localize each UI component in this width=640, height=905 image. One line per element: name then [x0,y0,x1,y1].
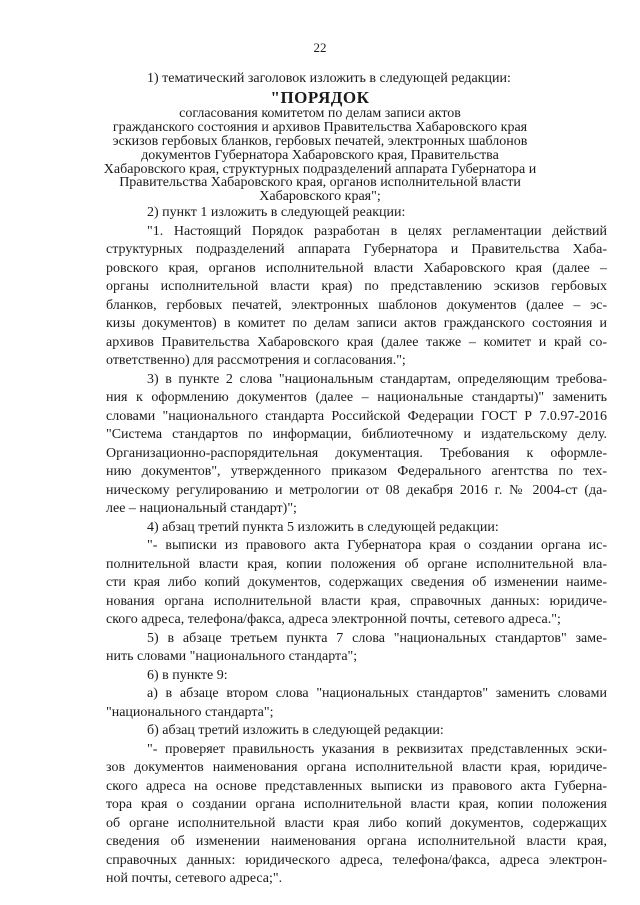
page-number: 22 [313,40,327,55]
paragraph-line: ническому регулированию и метрологии от 08 декабря 2016 г. № 2004-ст (да- [106,483,607,498]
paragraph-line: бланков, гербовых печатей, электронных шаблонов документов (далее – эс- [106,298,607,313]
heading-line: гражданского состояния и архивов Правительства Хабаровского края [112,120,528,135]
paragraph-line: об органе исполнительной власти края либо копий документов, содержащих [106,816,607,831]
heading-line: Хабаровского края, структурных подразделений аппарата Губернатора и [103,162,537,177]
paragraph-line: словами "национального стандарта Российской Федерации ГОСТ Р 7.0.97-2016 [106,409,607,424]
heading-line: эскизов гербовых бланков, гербовых печатей, электронных шаблонов [112,134,528,149]
paragraph-line: нить словами "национального стандарта"; [106,649,358,664]
item6-sub-b-intro: б) абзац третий изложить в следующей редакции: [147,723,444,738]
heading-line: Правительства Хабаровского края, органов исполнительной власти [119,175,521,190]
paragraph-line: тора края о создании органа исполнительной власти края, копии положения [106,797,607,812]
paragraph-line: "- проверяет правильность указания в реквизитах представленных эски- [147,742,607,757]
paragraph-line: ского адреса, телефона/факса, адреса электронной почты, сетевого адреса."; [106,612,561,627]
paragraph-line: ского адреса на основе представленных выписки из правового акта Губерна- [106,779,607,794]
paragraph-line: ной почты, сетевого адреса;". [106,871,283,886]
paragraph-line: сти края либо копий документов, содержащих сведения об изменении наиме- [106,575,607,590]
paragraph-line: полнительной власти края, копии положения об органе исполнительной вла- [106,557,607,572]
paragraph-line: "- выписки из правового акта Губернатора края о создании органа ис- [147,538,607,553]
heading-line: документов Губернатора Хабаровского края, Правительства [141,148,499,163]
paragraph-line: органы исполнительной власти края) по представлению эскизов гербовых [106,279,607,294]
paragraph-line: структурных подразделений аппарата Губернатора и Правительства Хаба- [106,242,607,257]
item6-intro: 6) в пункте 9: [147,668,228,683]
item1-intro: 1) тематический заголовок изложить в следующей редакции: [147,71,511,86]
paragraph-line: 5) в абзаце третьем пункта 7 слова "национальных стандартов" заме- [147,631,607,646]
paragraph-line: нию документов", утвержденного приказом Федерального агентства по тех- [106,464,607,479]
paragraph-line: ния к оформлению документов (далее – национальные стандарты)" заменить [106,390,607,405]
paragraph-line: сведения об изменении наименования органа исполнительной власти края, [106,834,607,849]
heading-line: Хабаровского края"; [259,189,381,204]
paragraph-line: ровского края, органов исполнительной власти Хабаровского края (далее – [106,261,607,276]
paragraph-line: нования органа исполнительной власти края, справочных данных: юридиче- [106,594,607,609]
item4-intro: 4) абзац третий пункта 5 изложить в следующей редакции: [147,520,499,535]
paragraph-line: Организационно-распорядительная документация. Требования к оформле- [106,446,607,461]
paragraph-line: "Система стандартов по информации, библиотечному и издательскому делу. [106,427,607,442]
paragraph-line: лее – национальный стандарт)"; [106,501,297,516]
item2-intro: 2) пункт 1 изложить в следующей реакции: [147,205,406,220]
paragraph-line: кизы документов) в комитет по делам записи актов гражданского состояния и [106,316,607,331]
paragraph-line: а) в абзаце втором слова "национальных стандартов" заменить словами [147,686,607,701]
paragraph-line: 3) в пункте 2 слова "национальным стандартам, определяющим требова- [147,372,607,387]
paragraph-line: архивов Правительства Хабаровского края (далее также – комитет и край со- [106,335,607,350]
document-title: "ПОРЯДОК [270,88,370,107]
paragraph-line: "1. Настоящий Порядок разработан в целях регламентации действий [147,224,607,239]
paragraph-line: зов документов наименования органа исполнительной власти края, юридиче- [106,760,607,775]
heading-line: согласования комитетом по делам записи актов [179,106,461,121]
paragraph-line: "национального стандарта"; [106,705,274,720]
paragraph-line: ответственно) для рассмотрения и согласования."; [106,353,406,368]
paragraph-line: справочных данных: юридического адреса, телефона/факса, адреса электрон- [106,853,607,868]
